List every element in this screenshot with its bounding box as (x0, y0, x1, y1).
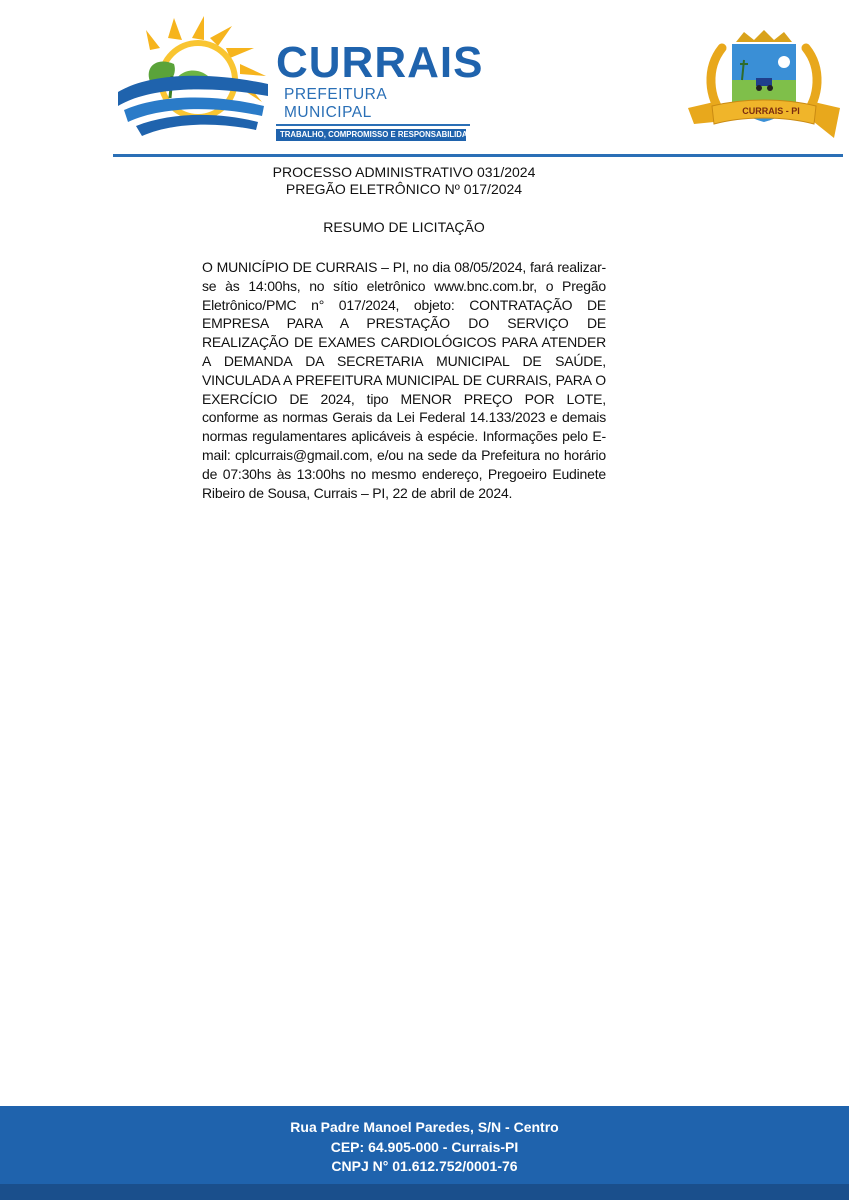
brand-name: CURRAIS (276, 38, 484, 87)
footer-cnpj: CNPJ N° 01.612.752/0001-76 (331, 1158, 518, 1174)
notice-body: O MUNICÍPIO DE CURRAIS – PI, no dia 08/05/2024, fará realizar-se às 14:00hs, no sítio eletrônico www.bnc.com.br, o Pregão Eletrônico/PMC n° 017/2024, objeto: CONTRATAÇÃO DE EMPRESA PARA A PRESTAÇÃO DO SERVIÇO DE REALIZAÇÃO DE EXAMES CARDIOLÓGICOS PARA ATENDER A DEMANDA DA SECRETARIA MUNICIPAL DE SAÚDE, VINCULADA A PREFEITURA MUNICIPAL DE CURRAIS, PARA O EXERCÍCIO DE 2024, tipo MENOR PREÇO POR LOTE, conforme as normas Gerais da Lei Federal 14.133/2023 e demais normas regulamentares aplicáveis à espécie. Informações pelo E-mail: cplcurrais@gmail.com, e/ou na sede da Prefeitura no horário de 07:30hs às 13:00hs no mesmo endereço, Pregoeiro Eudinete Ribeiro de Sousa, Currais – PI, 22 de abril de 2024. (202, 259, 606, 501)
document-heading (200, 164, 608, 198)
brand-tagline: TRABALHO, COMPROMISSO E RESPONSABILIDADE (276, 129, 466, 141)
brand-subtitle: PREFEITURA MUNICIPAL (276, 86, 470, 126)
summary-title: RESUMO DE LICITAÇÃO (323, 219, 485, 235)
footer-contact (0, 1118, 849, 1177)
footer-band (0, 1184, 849, 1200)
emblem-ribbon-text: CURRAIS - PI (742, 106, 800, 116)
footer-cep: CEP: 64.905-000 - Currais-PI (330, 1138, 519, 1155)
header-divider (113, 154, 843, 157)
auction-number: PREGÃO ELETRÔNICO Nº 017/2024 (285, 181, 523, 197)
brand-block (276, 38, 484, 141)
process-number: PROCESSO ADMINISTRATIVO 031/2024 (272, 164, 536, 180)
letterhead (0, 0, 849, 160)
city-emblem-icon (684, 28, 844, 146)
footer-address: Rua Padre Manoel Paredes, S/N - Centro (290, 1119, 559, 1135)
footer (0, 1106, 849, 1200)
municipality-logo-icon (112, 14, 272, 139)
